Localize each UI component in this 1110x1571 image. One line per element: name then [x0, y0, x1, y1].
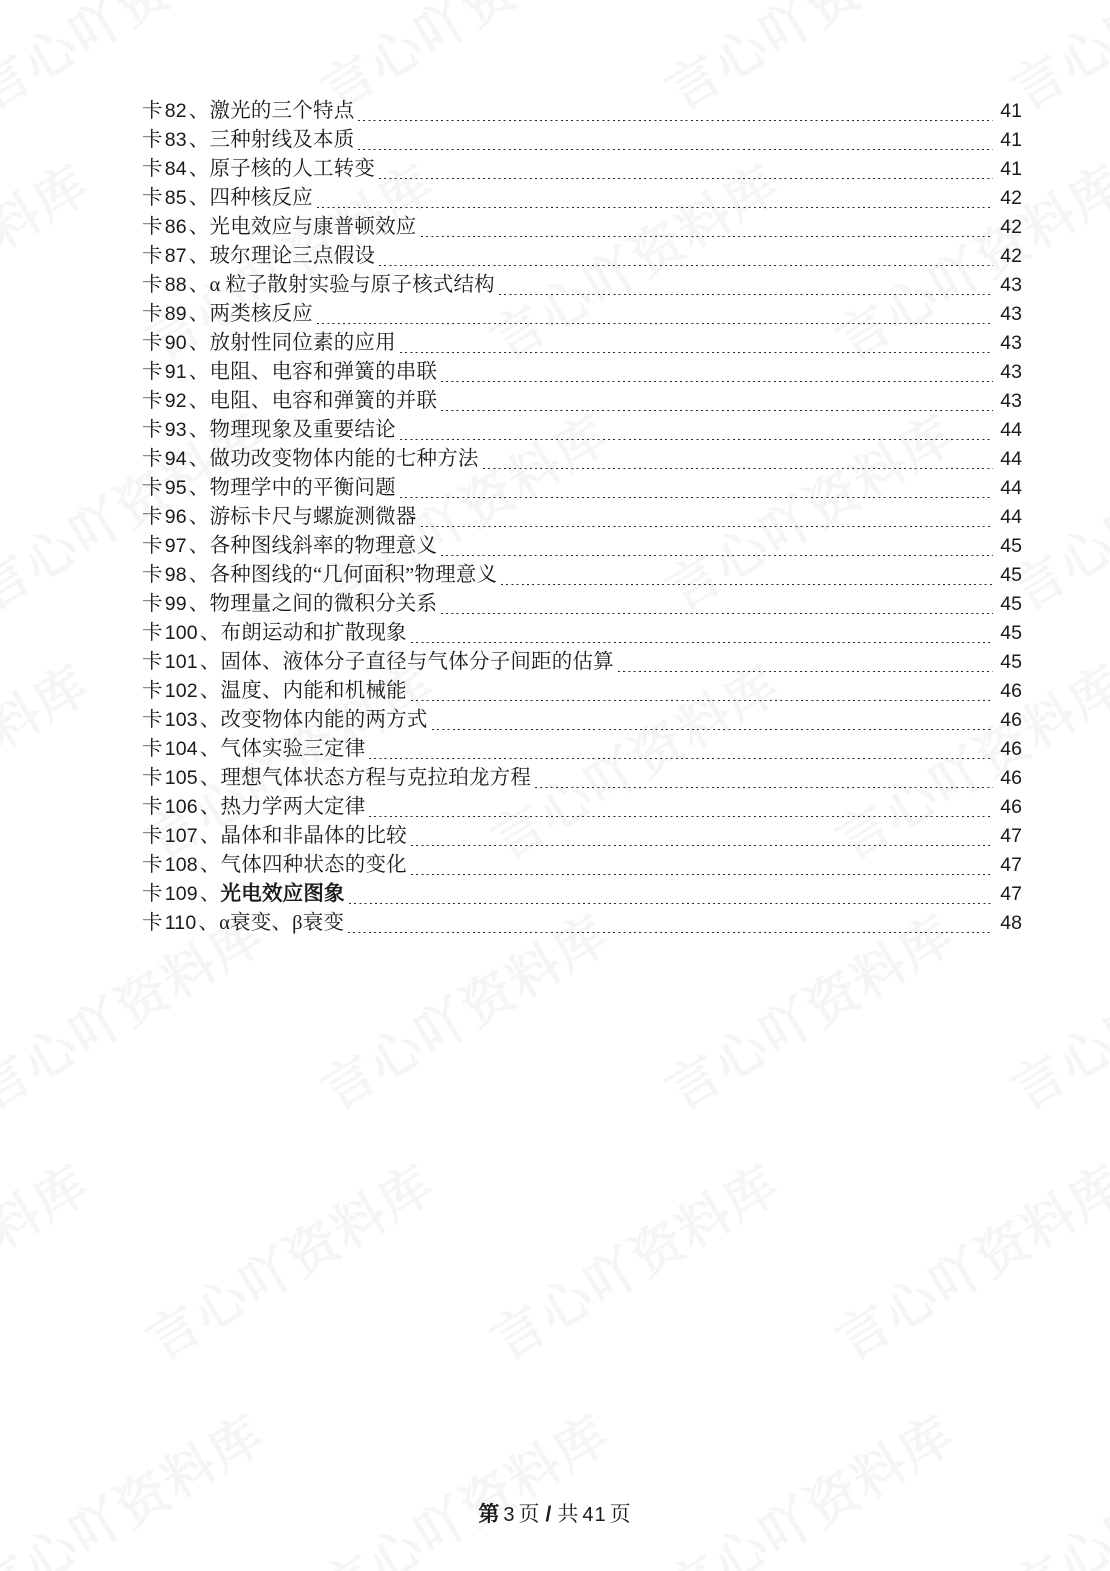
toc-entry-label [142, 242, 375, 271]
toc-entry-number: 104 [164, 738, 198, 760]
toc-entry-label [142, 851, 407, 880]
toc-entry-page-number: 45 [1000, 651, 1022, 673]
toc-dot-leader [369, 758, 993, 759]
toc-entry[interactable] [142, 300, 1022, 329]
toc-entry[interactable] [142, 184, 1022, 213]
toc-entry-title: 三种射线及本质 [209, 129, 355, 151]
toc-entry-label [142, 387, 437, 416]
toc-entry[interactable] [142, 97, 1022, 126]
toc-entry-number: 95 [164, 477, 187, 499]
toc-entry-page-number: 47 [1000, 825, 1022, 847]
toc-entry-label [142, 590, 437, 619]
toc-entry-separator: 、 [188, 506, 210, 528]
toc-entry[interactable] [142, 677, 1022, 706]
toc-entry-prefix: 卡 [142, 535, 163, 557]
toc-entry-number: 97 [164, 535, 187, 557]
toc-entry-number: 106 [164, 796, 198, 818]
toc-entry[interactable] [142, 474, 1022, 503]
toc-entry-separator: 、 [188, 129, 210, 151]
toc-entry-page-number: 46 [1000, 767, 1022, 789]
toc-entry-separator: 、 [188, 535, 210, 557]
toc-entry[interactable] [142, 271, 1022, 300]
toc-entry-separator: 、 [188, 216, 210, 238]
toc-dot-leader [349, 903, 993, 904]
toc-entry-prefix: 卡 [142, 593, 163, 615]
toc-entry-number: 108 [164, 854, 198, 876]
toc-entry-number: 99 [164, 593, 187, 615]
toc-entry[interactable] [142, 851, 1022, 880]
toc-entry-title: 各种图线斜率的物理意义 [209, 535, 438, 557]
toc-entry-separator: 、 [188, 245, 210, 267]
toc-entry-title: 气体四种状态的变化 [220, 854, 407, 876]
toc-entry-number: 88 [164, 274, 187, 296]
toc-dot-leader [317, 323, 993, 324]
toc-dot-leader [411, 874, 993, 875]
toc-dot-leader [535, 787, 993, 788]
toc-entry-page-number: 46 [1000, 738, 1022, 760]
toc-entry-page-number: 45 [1000, 564, 1022, 586]
toc-entry-page-number: 42 [1000, 245, 1022, 267]
toc-entry-number: 109 [164, 883, 198, 905]
toc-entry-number: 83 [164, 129, 187, 151]
toc-entry-title: 物理学中的平衡问题 [209, 477, 396, 499]
toc-entry-page-number: 45 [1000, 535, 1022, 557]
footer-current-page: 3 [503, 1504, 516, 1526]
toc-entry-page-number: 43 [1000, 361, 1022, 383]
toc-entry-title: 物理量之间的微积分关系 [209, 593, 438, 615]
toc-entry[interactable] [142, 764, 1022, 793]
toc-entry-title: α衰变、β衰变 [219, 912, 345, 934]
toc-dot-leader [358, 149, 993, 150]
toc-entry-number: 103 [164, 709, 198, 731]
toc-entry-prefix: 卡 [142, 129, 163, 151]
toc-dot-leader [411, 700, 993, 701]
toc-entry-prefix: 卡 [142, 854, 163, 876]
toc-dot-leader [411, 642, 993, 643]
toc-entry-page-number: 43 [1000, 303, 1022, 325]
toc-entry-label [142, 329, 396, 358]
toc-dot-leader [358, 120, 993, 121]
toc-entry-label [142, 416, 396, 445]
toc-entry-prefix: 卡 [142, 390, 163, 412]
toc-entry-page-number: 44 [1000, 477, 1022, 499]
toc-entry[interactable] [142, 358, 1022, 387]
toc-entry-separator: 、 [188, 390, 210, 412]
toc-entry-page-number: 41 [1000, 129, 1022, 151]
toc-dot-leader [501, 584, 993, 585]
toc-entry-separator: 、 [188, 593, 210, 615]
toc-entry-separator: 、 [199, 825, 221, 847]
toc-entry-page-number: 45 [1000, 622, 1022, 644]
toc-entry[interactable] [142, 213, 1022, 242]
toc-entry-prefix: 卡 [142, 738, 163, 760]
toc-entry-prefix: 卡 [142, 651, 163, 673]
toc-entry-page-number: 43 [1000, 274, 1022, 296]
toc-entry-number: 98 [164, 564, 187, 586]
toc-entry-number: 86 [164, 216, 187, 238]
toc-entry-number: 105 [164, 767, 198, 789]
toc-entry-number: 93 [164, 419, 187, 441]
toc-dot-leader [348, 932, 993, 933]
toc-entry[interactable] [142, 648, 1022, 677]
toc-entry-label [142, 474, 396, 503]
toc-entry-prefix: 卡 [142, 767, 163, 789]
page-footer [0, 1498, 1110, 1528]
toc-entry-prefix: 卡 [142, 216, 163, 238]
toc-entry-prefix: 卡 [142, 912, 163, 934]
toc-entry-number: 100 [164, 622, 198, 644]
toc-entry-title: 四种核反应 [209, 187, 313, 209]
toc-entry-page-number: 48 [1000, 912, 1022, 934]
toc-dot-leader [379, 178, 993, 179]
toc-entry-label [142, 735, 365, 764]
toc-entry-label [142, 648, 614, 677]
toc-entry-page-number: 41 [1000, 158, 1022, 180]
toc-dot-leader [421, 526, 994, 527]
toc-entry-separator: 、 [198, 912, 220, 934]
toc-dot-leader [317, 207, 993, 208]
toc-entry-title: 气体实验三定律 [220, 738, 366, 760]
toc-entry-prefix: 卡 [142, 477, 163, 499]
toc-entry-label [142, 706, 428, 735]
toc-entry-page-number: 42 [1000, 187, 1022, 209]
toc-entry-title: 光电效应图象 [220, 883, 345, 905]
toc-entry-separator: 、 [188, 419, 210, 441]
toc-entry-title: 固体、液体分子直径与气体分子间距的估算 [220, 651, 614, 673]
toc-entry-prefix: 卡 [142, 883, 163, 905]
toc-entry-title: 各种图线的“几何面积”物理意义 [209, 564, 498, 586]
toc-entry-number: 94 [164, 448, 187, 470]
toc-entry-number: 87 [164, 245, 187, 267]
toc-entry-separator: 、 [188, 477, 210, 499]
toc-entry-separator: 、 [188, 332, 210, 354]
toc-entry-separator: 、 [199, 767, 221, 789]
toc-dot-leader [483, 468, 993, 469]
toc-entry-prefix: 卡 [142, 100, 163, 122]
toc-entry-number: 92 [164, 390, 187, 412]
toc-entry-separator: 、 [199, 738, 221, 760]
toc-entry-label [142, 677, 407, 706]
toc-entry-separator: 、 [188, 274, 210, 296]
toc-entry-page-number: 46 [1000, 796, 1022, 818]
toc-entry-page-number: 44 [1000, 419, 1022, 441]
toc-entry-prefix: 卡 [142, 448, 163, 470]
toc-entry[interactable] [142, 242, 1022, 271]
toc-dot-leader [400, 352, 993, 353]
toc-entry-label [142, 561, 497, 590]
toc-entry-title: 做功改变物体内能的七种方法 [209, 448, 479, 470]
toc-entry-title: 布朗运动和扩散现象 [220, 622, 407, 644]
toc-entry-title: α 粒子散射实验与原子核式结构 [209, 274, 495, 296]
toc-dot-leader [441, 381, 993, 382]
toc-entry-page-number: 47 [1000, 854, 1022, 876]
toc-entry-separator: 、 [199, 709, 221, 731]
toc-entry[interactable] [142, 532, 1022, 561]
toc-entry[interactable] [142, 619, 1022, 648]
toc-entry-number: 102 [164, 680, 198, 702]
toc-entry-label [142, 97, 354, 126]
toc-entry-label [142, 532, 437, 561]
toc-entry-label [142, 822, 407, 851]
toc-entry[interactable] [142, 706, 1022, 735]
toc-entry-separator: 、 [199, 883, 221, 905]
toc-entry-title: 温度、内能和机械能 [220, 680, 407, 702]
toc-entry-title: 电阻、电容和弹簧的串联 [209, 361, 438, 383]
toc-entry-page-number: 47 [1000, 883, 1022, 905]
toc-entry[interactable] [142, 735, 1022, 764]
toc-dot-leader [379, 265, 993, 266]
toc-entry-label [142, 793, 365, 822]
toc-entry-label [142, 358, 437, 387]
toc-dot-leader [421, 236, 994, 237]
toc-entry-title: 理想气体状态方程与克拉珀龙方程 [220, 767, 532, 789]
footer-unit-one: 页 [518, 1502, 541, 1526]
toc-entry-prefix: 卡 [142, 274, 163, 296]
toc-entry-label [142, 184, 313, 213]
footer-unit-two: 页 [609, 1502, 632, 1526]
toc-entry-number: 96 [164, 506, 187, 528]
toc-entry[interactable] [142, 822, 1022, 851]
toc-entry-page-number: 42 [1000, 216, 1022, 238]
toc-entry-prefix: 卡 [142, 709, 163, 731]
toc-entry-label [142, 126, 354, 155]
toc-entry[interactable] [142, 387, 1022, 416]
toc-entry-number: 82 [164, 100, 187, 122]
toc-dot-leader [441, 555, 993, 556]
toc-entry-prefix: 卡 [142, 245, 163, 267]
toc-entry-number: 84 [164, 158, 187, 180]
toc-entry-title: 激光的三个特点 [209, 100, 355, 122]
toc-entry-prefix: 卡 [142, 158, 163, 180]
toc-entry-title: 两类核反应 [209, 303, 313, 325]
toc-entry-number: 90 [164, 332, 187, 354]
toc-entry-separator: 、 [188, 100, 210, 122]
toc-entry-title: 光电效应与康普顿效应 [209, 216, 417, 238]
toc-entry-title: 晶体和非晶体的比较 [220, 825, 407, 847]
toc-entry[interactable] [142, 416, 1022, 445]
toc-entry-page-number: 45 [1000, 593, 1022, 615]
toc-entry[interactable] [142, 503, 1022, 532]
toc-entry-label [142, 764, 531, 793]
toc-entry-label [142, 909, 344, 938]
toc-dot-leader [441, 613, 993, 614]
toc-entry[interactable] [142, 793, 1022, 822]
toc-entry-prefix: 卡 [142, 796, 163, 818]
toc-entry-label [142, 213, 417, 242]
toc-entry-prefix: 卡 [142, 303, 163, 325]
table-of-contents [142, 97, 1022, 938]
toc-entry-prefix: 卡 [142, 564, 163, 586]
toc-entry-prefix: 卡 [142, 680, 163, 702]
footer-total-pages: 41 [582, 1504, 607, 1526]
footer-total-label: 共 [557, 1502, 580, 1526]
toc-entry-number: 85 [164, 187, 187, 209]
toc-entry[interactable] [142, 880, 1022, 909]
toc-entry-number: 110 [164, 912, 197, 934]
toc-entry-number: 91 [164, 361, 187, 383]
toc-entry[interactable] [142, 561, 1022, 590]
toc-entry-number: 107 [164, 825, 198, 847]
toc-entry-title: 改变物体内能的两方式 [220, 709, 428, 731]
toc-entry-title: 原子核的人工转变 [209, 158, 376, 180]
toc-entry-separator: 、 [188, 303, 210, 325]
toc-dot-leader [411, 845, 993, 846]
toc-entry-prefix: 卡 [142, 825, 163, 847]
toc-entry-page-number: 44 [1000, 506, 1022, 528]
toc-entry-title: 热力学两大定律 [220, 796, 366, 818]
toc-entry-label [142, 880, 345, 909]
toc-entry-page-number: 43 [1000, 390, 1022, 412]
toc-entry[interactable] [142, 445, 1022, 474]
toc-entry-title: 电阻、电容和弹簧的并联 [209, 390, 438, 412]
toc-entry-separator: 、 [199, 854, 221, 876]
toc-entry-separator: 、 [199, 651, 221, 673]
toc-entry-prefix: 卡 [142, 187, 163, 209]
toc-entry[interactable] [142, 590, 1022, 619]
toc-entry-label [142, 445, 479, 474]
toc-entry-page-number: 41 [1000, 100, 1022, 122]
toc-entry-page-number: 44 [1000, 448, 1022, 470]
toc-entry-prefix: 卡 [142, 419, 163, 441]
toc-entry-label [142, 155, 375, 184]
toc-entry-label [142, 271, 495, 300]
footer-page-label: 第 [478, 1502, 501, 1526]
toc-entry-title: 物理现象及重要结论 [209, 419, 396, 441]
footer-separator: / [545, 1503, 553, 1526]
toc-entry-prefix: 卡 [142, 332, 163, 354]
toc-entry-prefix: 卡 [142, 506, 163, 528]
toc-entry-title: 玻尔理论三点假设 [209, 245, 376, 267]
toc-dot-leader [441, 410, 993, 411]
toc-entry-title: 游标卡尺与螺旋测微器 [209, 506, 417, 528]
toc-entry-separator: 、 [188, 564, 210, 586]
toc-entry-label [142, 619, 407, 648]
toc-dot-leader [400, 497, 993, 498]
toc-entry[interactable] [142, 155, 1022, 184]
toc-entry-number: 101 [164, 651, 198, 673]
toc-entry[interactable] [142, 126, 1022, 155]
toc-entry-label [142, 300, 313, 329]
toc-dot-leader [499, 294, 993, 295]
toc-entry-prefix: 卡 [142, 361, 163, 383]
toc-dot-leader [400, 439, 993, 440]
toc-entry-page-number: 46 [1000, 709, 1022, 731]
toc-entry-page-number: 46 [1000, 680, 1022, 702]
toc-entry[interactable] [142, 909, 1022, 938]
toc-entry-page-number: 43 [1000, 332, 1022, 354]
toc-entry-separator: 、 [199, 680, 221, 702]
toc-entry-separator: 、 [188, 187, 210, 209]
toc-dot-leader [369, 816, 993, 817]
toc-entry-prefix: 卡 [142, 622, 163, 644]
toc-entry[interactable] [142, 329, 1022, 358]
toc-entry-number: 89 [164, 303, 187, 325]
toc-entry-separator: 、 [188, 448, 210, 470]
toc-entry-separator: 、 [199, 796, 221, 818]
toc-entry-separator: 、 [188, 361, 210, 383]
toc-entry-title: 放射性同位素的应用 [209, 332, 396, 354]
toc-dot-leader [618, 671, 993, 672]
toc-entry-separator: 、 [188, 158, 210, 180]
toc-entry-label [142, 503, 417, 532]
toc-entry-separator: 、 [199, 622, 221, 644]
toc-dot-leader [432, 729, 993, 730]
